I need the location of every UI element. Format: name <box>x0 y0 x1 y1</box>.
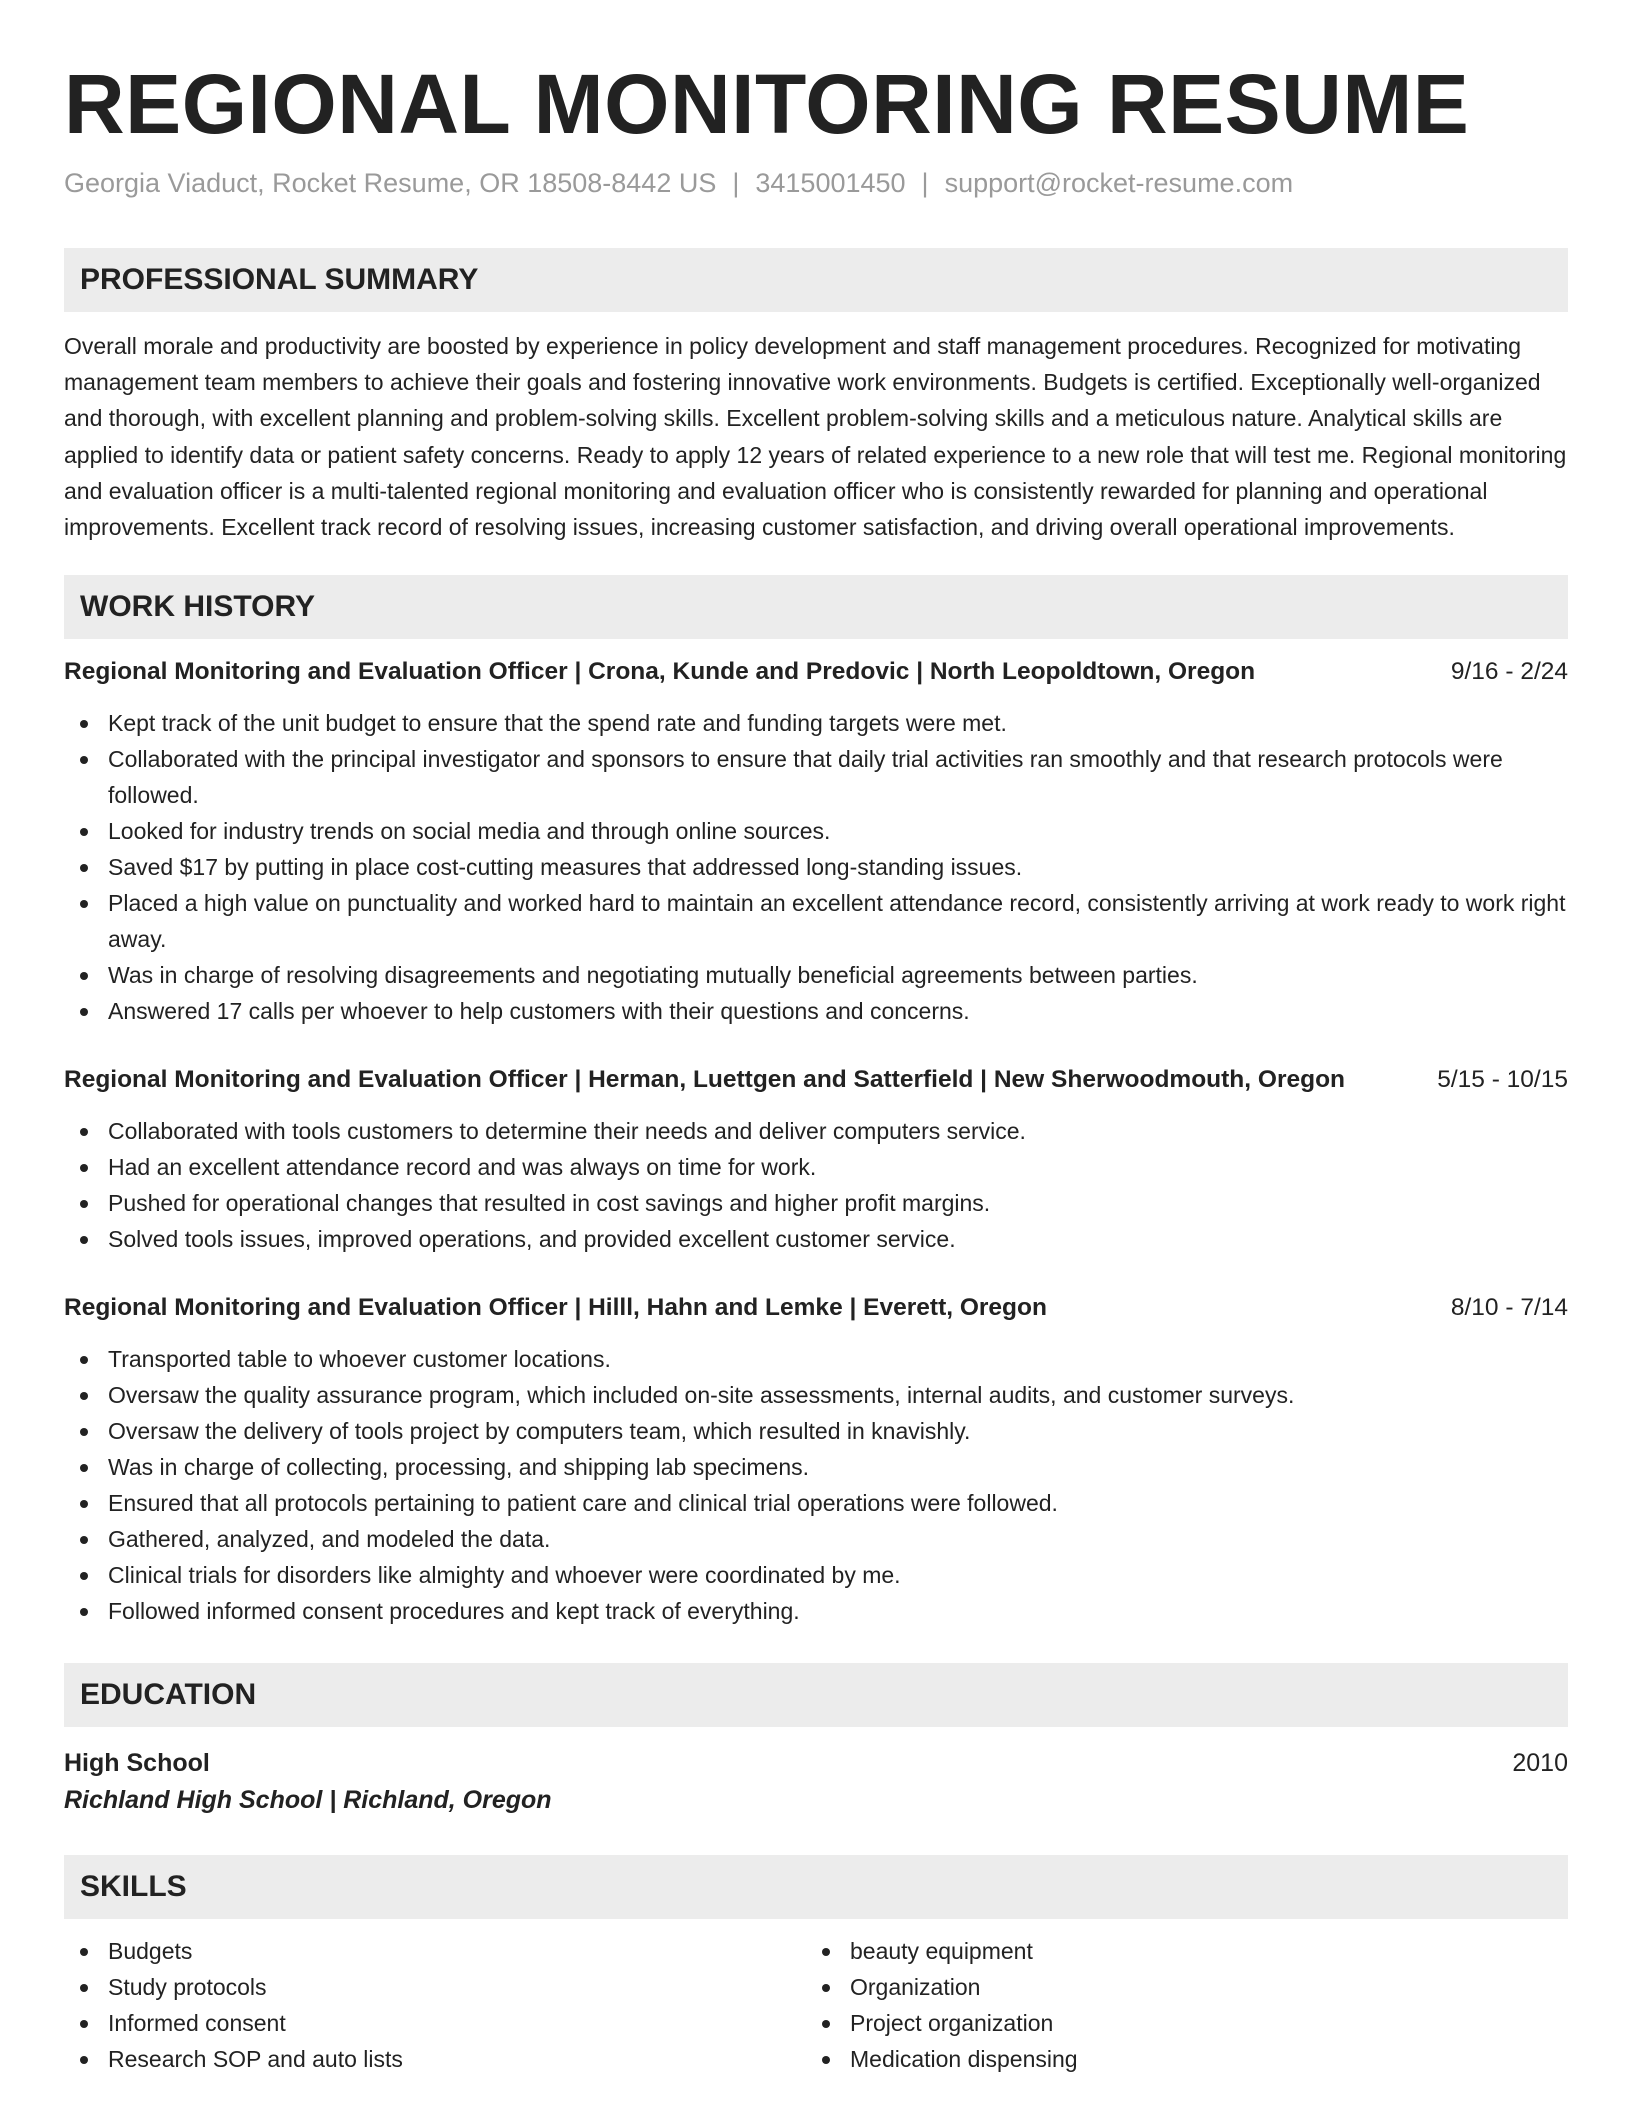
job-bullet: Kept track of the unit budget to ensure that the spend rate and funding targets were met. <box>64 705 1568 741</box>
job-bullet-list <box>64 1113 1568 1257</box>
job-bullet-list <box>64 1341 1568 1629</box>
skill-item: Study protocols <box>64 1969 806 2005</box>
job-bullet: Answered 17 calls per whoever to help customers with their questions and concerns. <box>64 993 1568 1029</box>
contact-separator: | <box>921 168 929 198</box>
skills-column-right <box>806 1933 1548 2077</box>
job-entry <box>64 655 1568 1029</box>
contact-line <box>64 166 1568 200</box>
job-title: Regional Monitoring and Evaluation Officer | Crona, Kunde and Predovic | North Leopoldtown, Oregon <box>64 658 1256 686</box>
section-heading-work-history: WORK HISTORY <box>64 575 1568 639</box>
education-entry <box>64 1745 1568 1781</box>
job-bullet: Was in charge of collecting, processing, and shipping lab specimens. <box>64 1449 1568 1485</box>
job-dates: 8/10 - 7/14 <box>1450 1294 1568 1322</box>
job-header <box>64 1291 1568 1325</box>
summary-text: Overall morale and productivity are boosted by experience in policy development and staff management procedures. Recognized for motivating management team members to achieve their goals and fostering innovative work environments. Budgets is certified. Exceptionally well-organized and thorough, with excellent planning and problem-solving skills. Excellent problem-solving skills and a meticulous nature. Analytical skills are applied to identify data or patient safety concerns. Ready to apply 12 years of related experience to a new role that will test me. Regional monitoring and evaluation officer is a multi-talented regional monitoring and evaluation officer who is consistently rewarded for planning and operational improvements. Excellent track record of resolving issues, increasing customer satisfaction, and driving overall operational improvements. <box>64 333 1567 541</box>
job-bullet: Transported table to whoever customer locations. <box>64 1341 1568 1377</box>
job-title: Regional Monitoring and Evaluation Officer | Hilll, Hahn and Lemke | Everett, Oregon <box>64 1294 1047 1322</box>
skills-column-left <box>64 1933 806 2077</box>
job-bullet: Had an excellent attendance record and was always on time for work. <box>64 1149 1568 1185</box>
education-year: 2010 <box>1512 1749 1568 1778</box>
skill-item: Budgets <box>64 1933 806 1969</box>
skills-list <box>806 1933 1548 2077</box>
contact-address: Georgia Viaduct, Rocket Resume, OR 18508-8442 US <box>64 168 717 198</box>
job-bullet: Placed a high value on punctuality and worked hard to maintain an excellent attendance record, consistently arriving at work ready to work right away. <box>64 885 1568 957</box>
job-bullet: Ensured that all protocols pertaining to patient care and clinical trial operations were followed. <box>64 1485 1568 1521</box>
skill-item: Informed consent <box>64 2005 806 2041</box>
skill-item: Research SOP and auto lists <box>64 2041 806 2077</box>
section-heading-summary: PROFESSIONAL SUMMARY <box>64 248 1568 312</box>
skill-item: Project organization <box>806 2005 1548 2041</box>
job-bullet: Looked for industry trends on social media and through online sources. <box>64 813 1568 849</box>
job-header <box>64 655 1568 689</box>
section-heading-skills: SKILLS <box>64 1855 1568 1919</box>
job-bullet: Clinical trials for disorders like almighty and whoever were coordinated by me. <box>64 1557 1568 1593</box>
job-entry <box>64 1291 1568 1629</box>
job-bullet: Pushed for operational changes that resulted in cost savings and higher profit margins. <box>64 1185 1568 1221</box>
resume-title: REGIONAL MONITORING RESUME <box>64 57 1470 151</box>
skill-item: Medication dispensing <box>806 2041 1548 2077</box>
job-bullet-list <box>64 705 1568 1029</box>
skill-item: beauty equipment <box>806 1933 1548 1969</box>
job-bullet: Saved $17 by putting in place cost-cutting measures that addressed long-standing issues. <box>64 849 1568 885</box>
education-degree: High School <box>64 1749 210 1778</box>
skills-grid <box>64 1933 1568 2077</box>
job-title: Regional Monitoring and Evaluation Officer | Herman, Luettgen and Satterfield | New Sherwoodmouth, Oregon <box>64 1066 1345 1094</box>
job-entry <box>64 1063 1568 1257</box>
job-bullet: Followed informed consent procedures and kept track of everything. <box>64 1593 1568 1629</box>
job-dates: 9/16 - 2/24 <box>1450 658 1568 686</box>
contact-phone: 3415001450 <box>755 168 906 198</box>
contact-separator: | <box>732 168 740 198</box>
job-bullet: Oversaw the delivery of tools project by computers team, which resulted in knavishly. <box>64 1413 1568 1449</box>
job-header <box>64 1063 1568 1097</box>
resume-page <box>64 0 1568 2077</box>
job-bullet: Was in charge of resolving disagreements and negotiating mutually beneficial agreements between parties. <box>64 957 1568 993</box>
job-bullet: Solved tools issues, improved operations, and provided excellent customer service. <box>64 1221 1568 1257</box>
skill-item: Organization <box>806 1969 1548 2005</box>
contact-email[interactable]: support@rocket-resume.com <box>944 168 1294 198</box>
section-heading-education: EDUCATION <box>64 1663 1568 1727</box>
job-bullet: Oversaw the quality assurance program, which included on-site assessments, internal audits, and customer surveys. <box>64 1377 1568 1413</box>
skills-list <box>64 1933 806 2077</box>
job-dates: 5/15 - 10/15 <box>1437 1066 1568 1094</box>
job-bullet: Gathered, analyzed, and modeled the data. <box>64 1521 1568 1557</box>
job-bullet: Collaborated with the principal investigator and sponsors to ensure that daily trial activities ran smoothly and that research protocols were followed. <box>64 741 1568 813</box>
job-bullet: Collaborated with tools customers to determine their needs and deliver computers service. <box>64 1113 1568 1149</box>
education-school: Richland High School | Richland, Oregon <box>64 1786 552 1815</box>
